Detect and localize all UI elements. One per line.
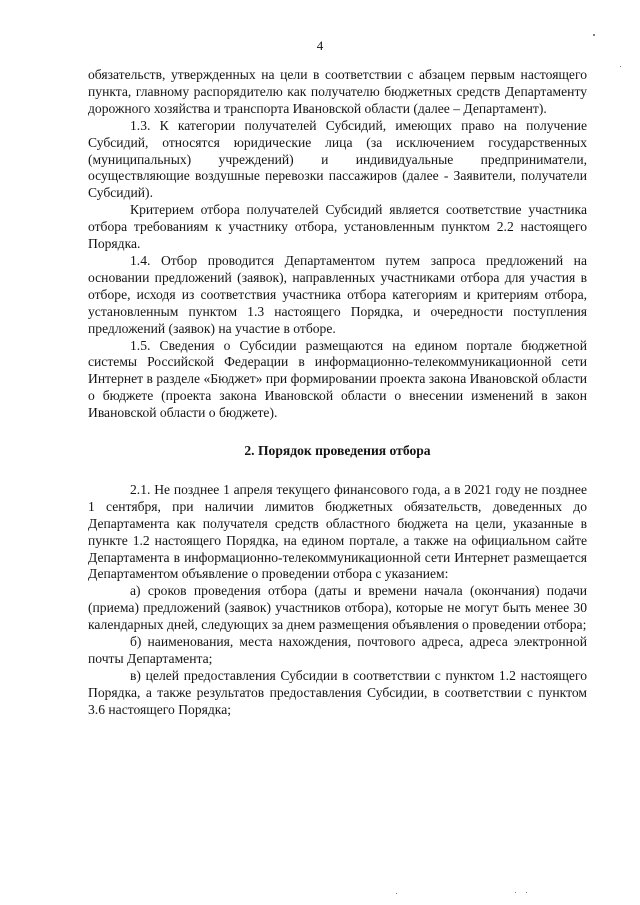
list-item-v: в) целей предоставления Субсидии в соответствии с пунктом 1.2 настоящего Порядка, а также результатов предоставления Субсидии, в соответствии с пунктом 3.6 настоящего Порядка; (88, 667, 587, 717)
paragraph-1-3: 1.3. К категории получателей Субсидий, имеющих право на получение Субсидий, относятся юридические лица (за исключением государственных (муниципальных) учреждений) и индивидуальные предприниматели, осуществляющие воздушные перевозки пассажиров (далее - Заявители, получатели Субсидий). (88, 117, 587, 201)
section-heading: 2. Порядок проведения отбора (244, 443, 431, 459)
page-number: 4 (316, 38, 324, 53)
scan-speck (515, 892, 516, 893)
paragraph-1: обязательств, утвержденных на цели в соответствии с абзацем первым настоящего пункта, главному распорядителю как получателю бюджетных средств Департаменту дорожного хозяйства и транспорта Ивановской области (далее – Департамент). (88, 67, 587, 116)
scan-speck (526, 892, 527, 893)
paragraph-1-4: 1.4. Отбор проводится Департаментом путем запроса предложений на основании предложений (заявок), направленных участниками отбора для участия в отборе, исходя из соответствия участника отбора категориям и критериям отбора, установленным пунктом 1.3 настоящего Порядка, и очередности поступления предложений (заявок) на участие в отборе. (88, 252, 587, 336)
paragraph-1-5: 1.5. Сведения о Субсидии размещаются на едином портале бюджетной системы Российской Федерации в информационно-телекоммуникационной сети Интернет в разделе «Бюджет» при формировании проекта закона Ивановской области о бюджете (проекта закона Ивановской области о внесении изменений в закон Ивановской области о бюджете). (88, 337, 587, 421)
list-item-b: б) наименования, места нахождения, почтового адреса, адреса электронной почты Департамента; (88, 634, 587, 666)
scan-speck (396, 893, 397, 894)
scan-speck (593, 34, 595, 36)
document-body (88, 67, 587, 719)
scan-speck (620, 66, 621, 67)
paragraph-criteria: Критерием отбора получателей Субсидий является соответствие участника отбора требованиям к участнику отбора, установленным пунктом 2.2 настоящего Порядка. (88, 202, 587, 252)
paragraph-2-1: 2.1. Не позднее 1 апреля текущего финансового года, а в 2021 году не позднее 1 сентября, при наличии лимитов бюджетных обязательств, доведенных до Департамента как получателя средств областного бюджета на цели, указанные в пункте 1.2 настоящего Порядка, на едином портале, а также на официальном сайте Департамента в информационно-телекоммуникационной сети Интернет размещается Департаментом объявление о проведении отбора с указанием: (88, 481, 587, 582)
list-item-a: а) сроков проведения отбора (даты и времени начала (окончания) подачи (приема) предложений (заявок) участников отбора), которые не могут быть менее 30 календарных дней, следующих за днем размещения объявления о проведении отбора; (88, 583, 587, 633)
